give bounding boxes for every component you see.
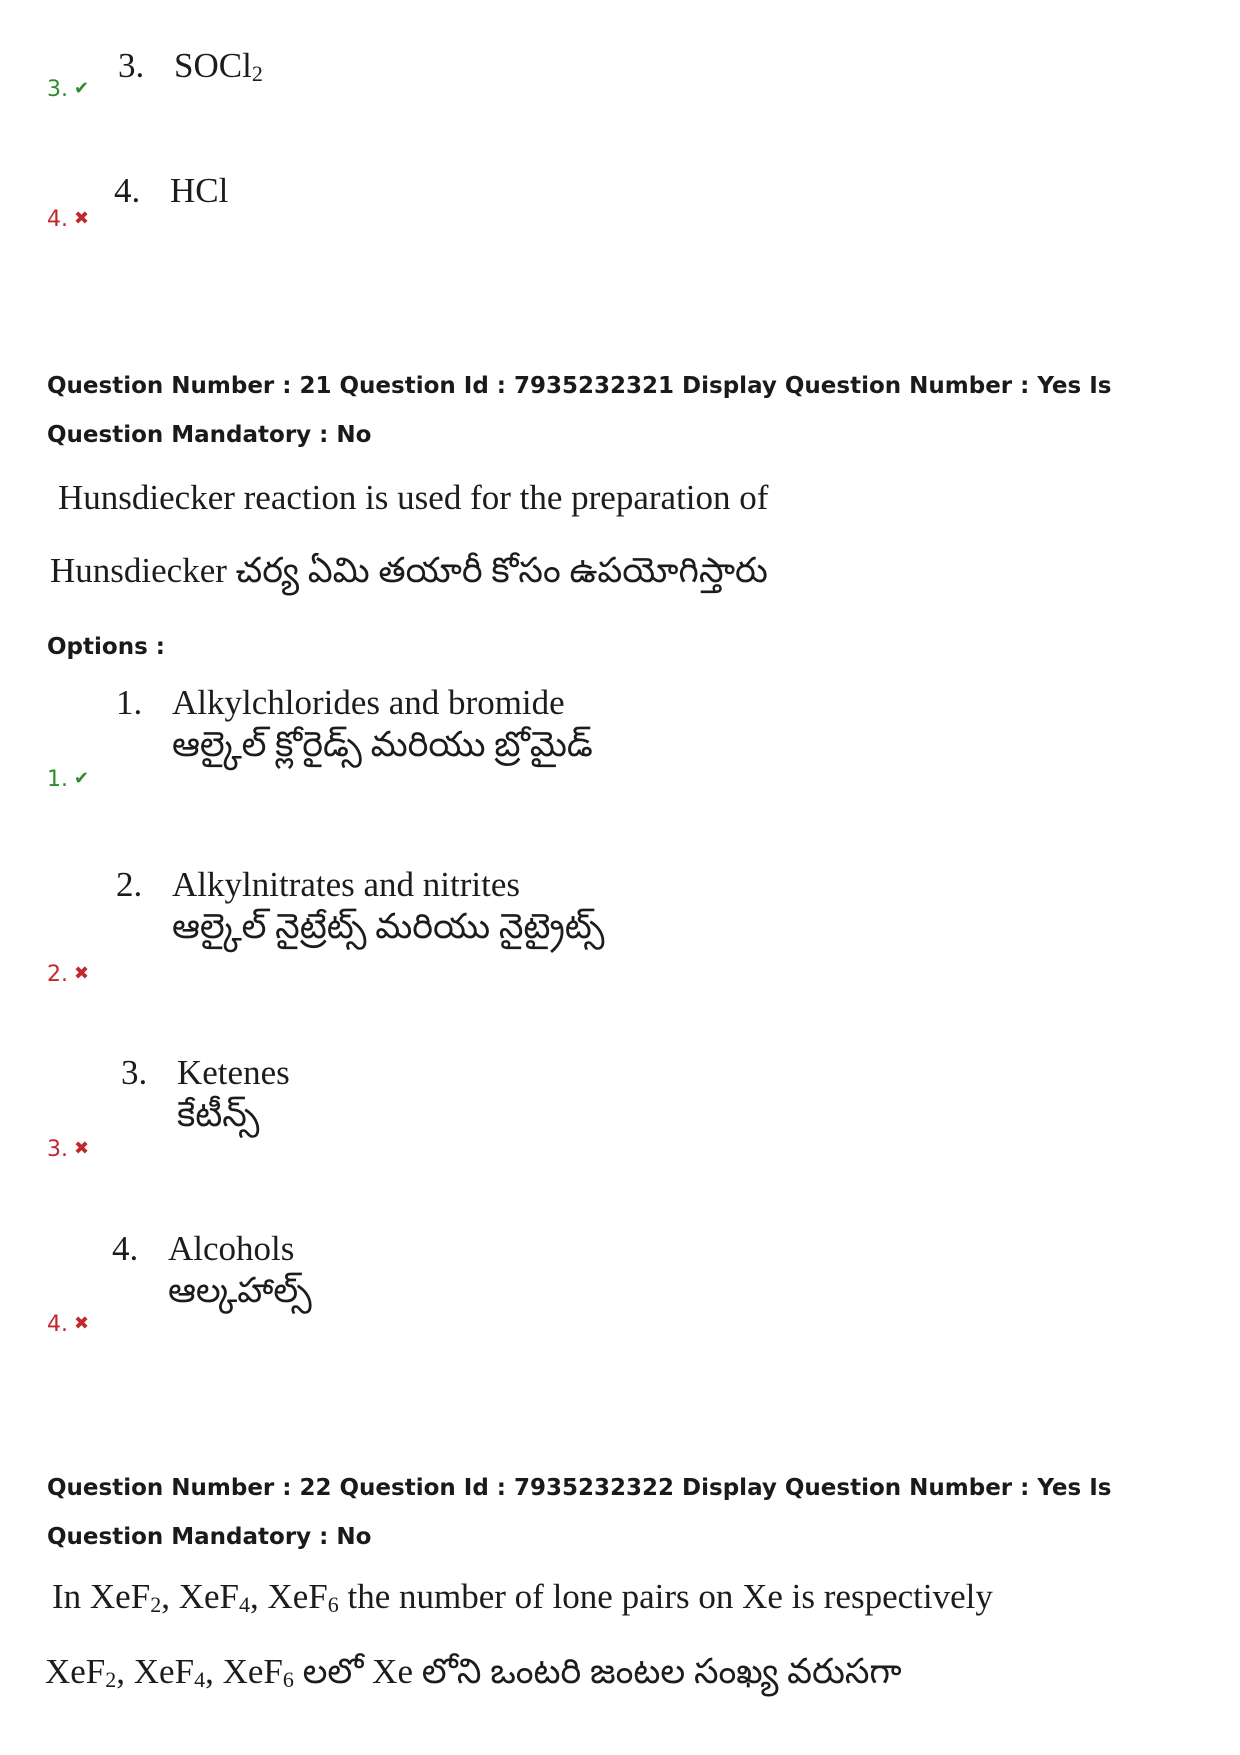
question-header: Question Number : 22 Question Id : 7935232322 Display Question Number : Yes Is Question Mandatory : No: [47, 1475, 1112, 1550]
option-marker-wrong: 4. ✖: [47, 1312, 90, 1337]
option-marker-correct: 3. ✔: [47, 77, 90, 102]
option-4: 4. HCl: [114, 171, 229, 210]
option-marker-wrong: 3. ✖: [47, 1137, 90, 1162]
check-icon: ✔: [74, 78, 90, 99]
option-text-telugu: కేటీన్స్: [177, 1095, 260, 1134]
option-3: 3. Ketenes కేటీన్స్: [121, 1053, 290, 1134]
check-icon: ✔: [74, 768, 90, 789]
option-text-telugu: ఆల్కహాల్స్: [168, 1271, 312, 1310]
question-text-telugu: Hunsdiecker చర్య ఏమి తయారీ కోసం ఉపయోగిస్తారు: [50, 551, 768, 590]
cross-icon: ✖: [74, 208, 90, 229]
option-3: 3. SOCl$_2$: [118, 46, 263, 86]
option-marker-wrong: 4. ✖: [47, 207, 90, 232]
option-text-english: Ketenes: [177, 1053, 290, 1092]
option-text-english: Alcohols: [168, 1229, 295, 1268]
option-text-english: Alkylnitrates and nitrites: [172, 865, 520, 904]
question-text-telugu: XeF$_2$, XeF$_4$, XeF$_6$ లలో Xe లోని ఒంటరి జంటల సంఖ్య వరుసగా: [45, 1652, 902, 1692]
question-header: Question Number : 21 Question Id : 7935232321 Display Question Number : Yes Is Question Mandatory : No: [47, 373, 1112, 448]
option-2: 2. Alkylnitrates and nitrites ఆల్కైల్ నైట్రేట్స్ మరియు నైట్రైట్స్: [116, 865, 605, 946]
option-marker-wrong: 2. ✖: [47, 962, 90, 987]
cross-icon: ✖: [74, 1138, 90, 1159]
option-text-telugu: ఆల్కైల్ నైట్రేట్స్ మరియు నైట్రైట్స్: [172, 907, 605, 946]
cross-icon: ✖: [74, 963, 90, 984]
cross-icon: ✖: [74, 1313, 90, 1334]
option-marker-correct: 1. ✔: [47, 767, 90, 792]
option-1: 1. Alkylchlorides and bromide ఆల్కైల్ క్లోరైడ్స్ మరియు బ్రోమైడ్: [116, 683, 593, 764]
question-text-english: Hunsdiecker reaction is used for the preparation of: [58, 478, 769, 517]
options-label: Options :: [47, 634, 165, 660]
option-text-english: Alkylchlorides and bromide: [172, 683, 565, 722]
option-text-telugu: ఆల్కైల్ క్లోరైడ్స్ మరియు బ్రోమైడ్: [172, 725, 593, 764]
question-text-english: In XeF$_2$, XeF$_4$, XeF$_6$ the number of lone pairs on Xe is respectively: [52, 1577, 993, 1617]
option-4: 4. Alcohols ఆల్కహాల్స్: [112, 1229, 312, 1310]
